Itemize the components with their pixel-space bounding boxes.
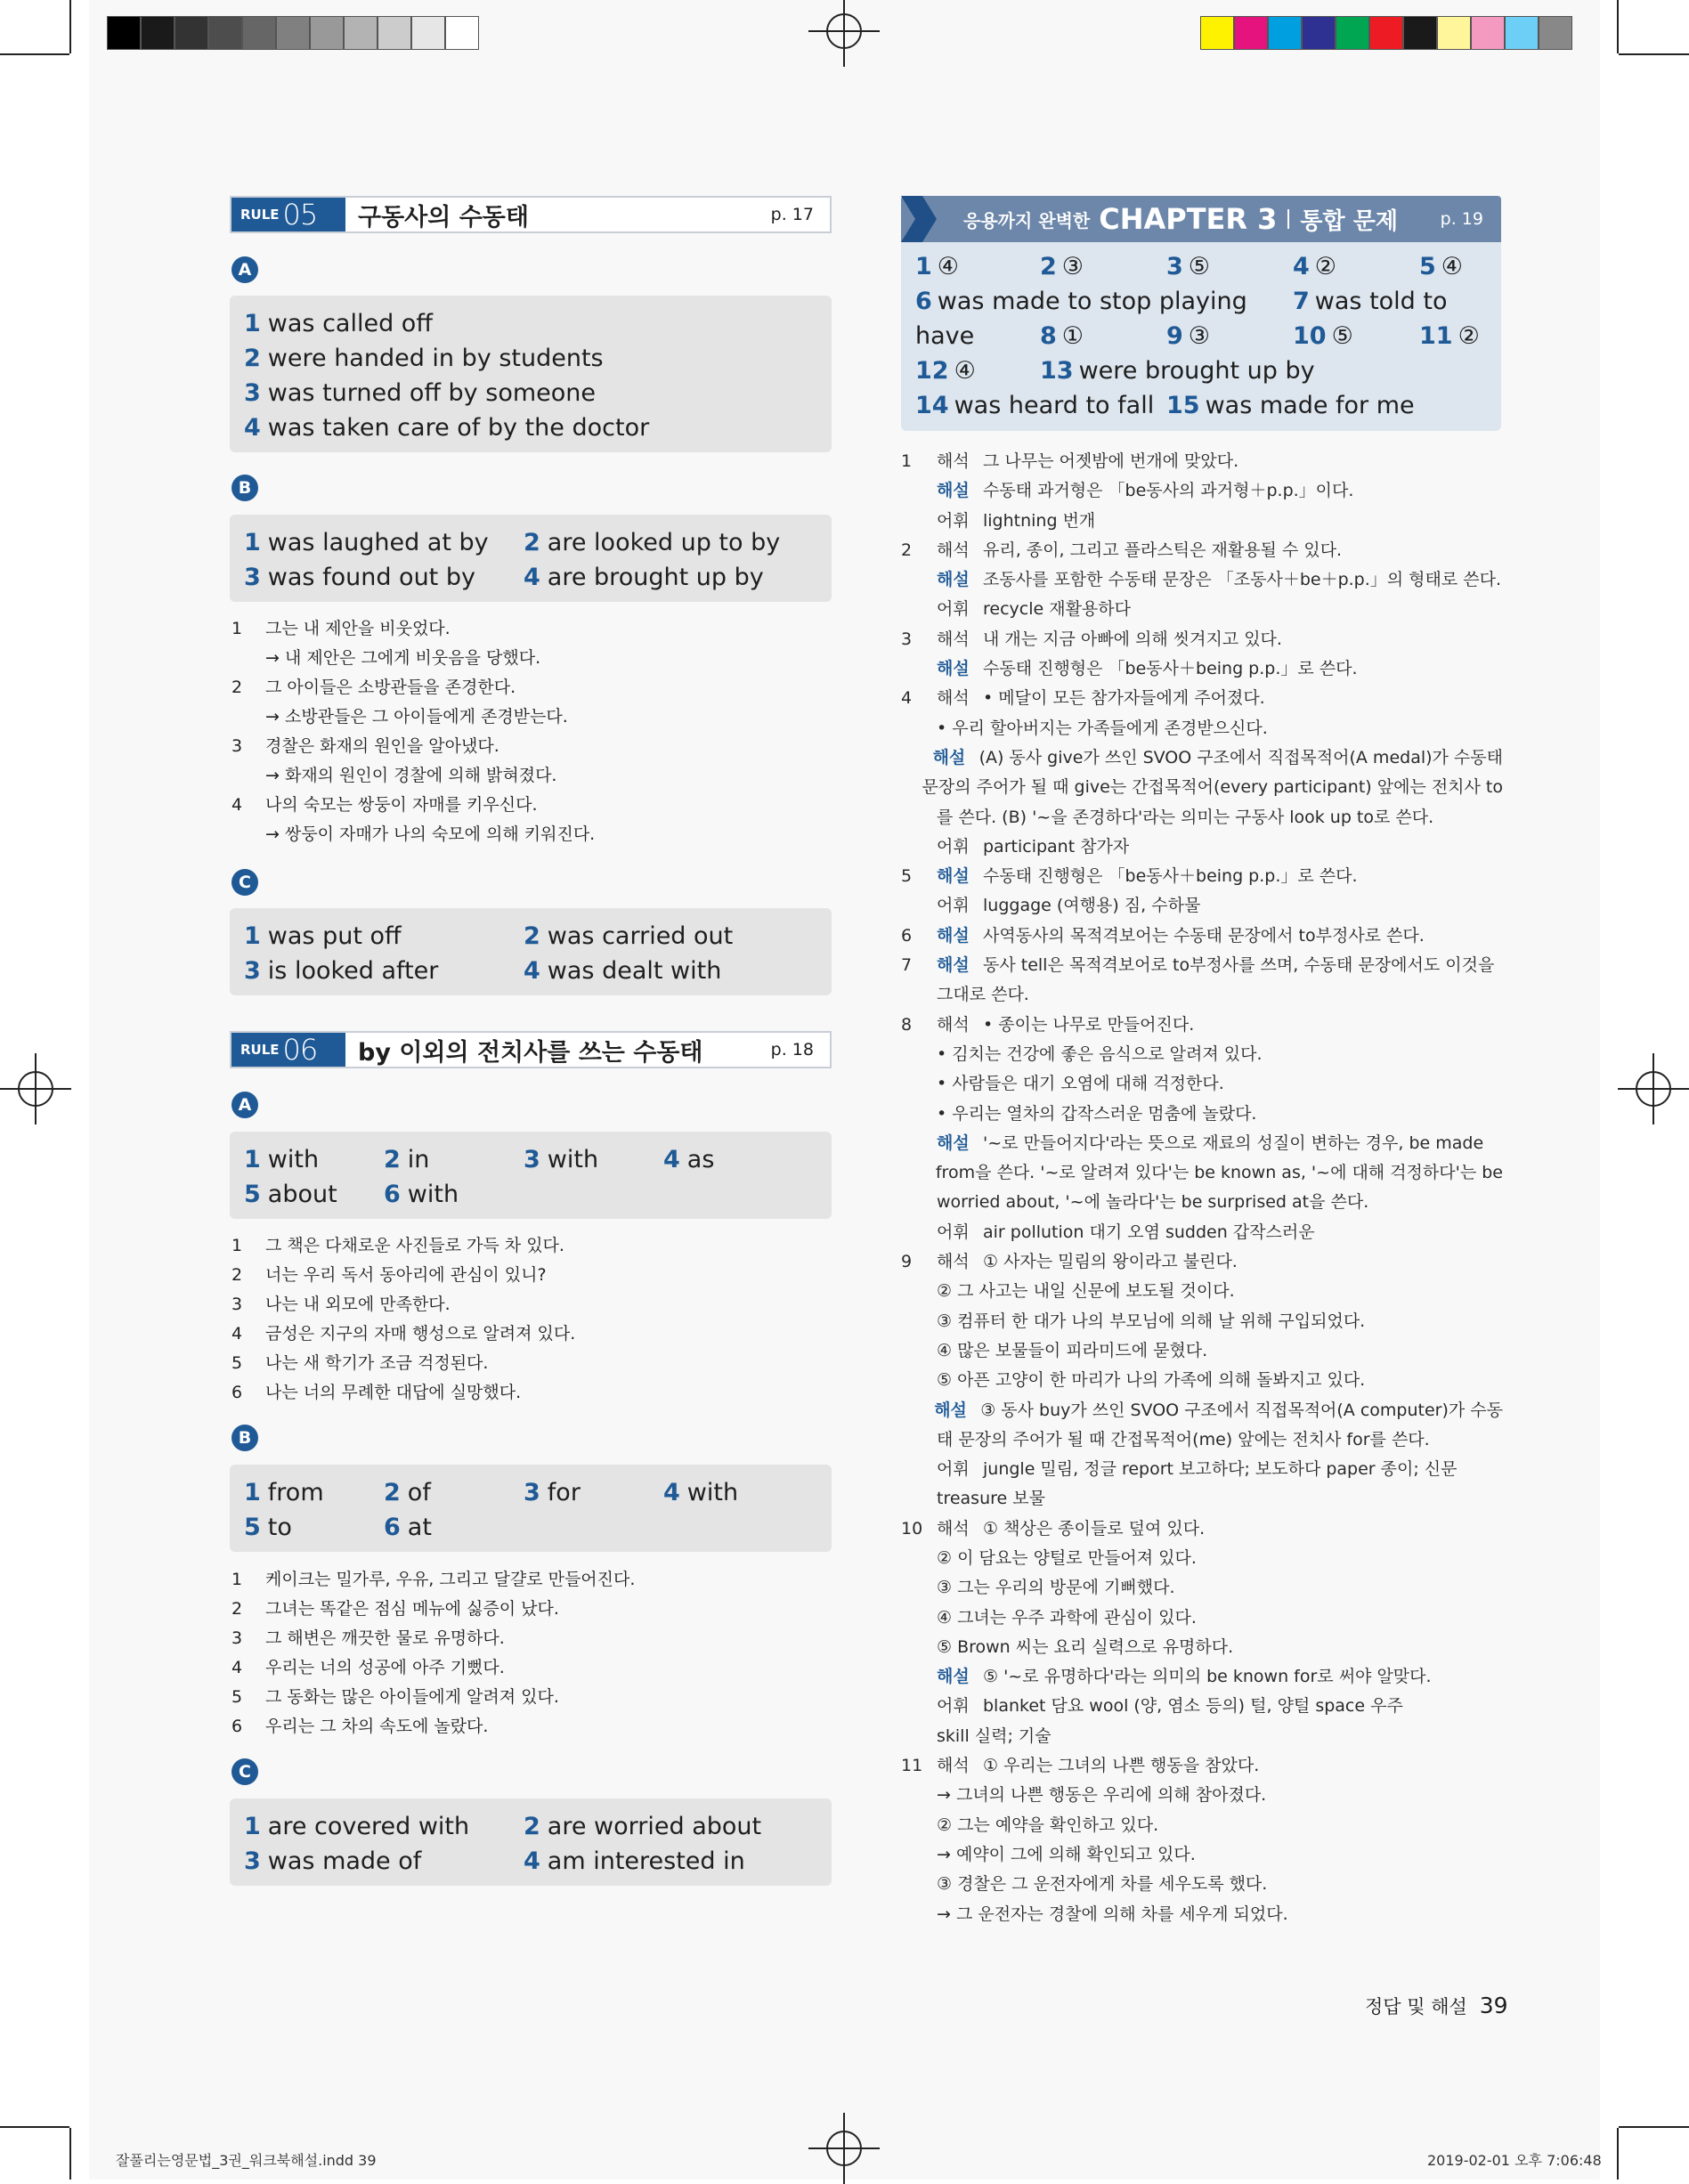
explanation-line (901, 1188, 1503, 1217)
explanation-line (901, 922, 1503, 951)
explanation-line (901, 891, 1503, 921)
explanation-text: 조동사를 포함한 수동태 문장은 「조동사＋be＋p.p.」의 형태로 쓴다. (983, 570, 1502, 590)
explanation-line (901, 1751, 1503, 1781)
explanation-text: recycle 재활용하다 (983, 599, 1131, 620)
explanation-text: 내 개는 지금 아빠에 의해 씻겨지고 있다. (983, 629, 1282, 649)
chapter-name: CHAPTER 3 (1099, 202, 1278, 236)
label-explanation: 해설 (937, 570, 970, 590)
explanation-text: '~로 만들어지다'라는 뜻으로 재료의 성질이 변하는 경우, be made (983, 1133, 1484, 1153)
section-b-badge: B (231, 475, 258, 501)
chevron-right-icon (901, 196, 937, 242)
explanation-text: ③ 그는 우리의 방문에 기뻐했다. (937, 1578, 1175, 1598)
explanation-text: ② 그는 예약을 확인하고 있다. (937, 1815, 1159, 1835)
explanation-text: 문장의 주어가 될 때 give는 간접목적어(every participant) 앞에는 전치사 to (922, 777, 1503, 798)
explanation-line (901, 1544, 1503, 1573)
item-number (901, 1781, 937, 1810)
item-number (901, 743, 933, 773)
item-number (901, 1277, 937, 1306)
explanation-line (901, 684, 1503, 713)
explanation-line (901, 536, 1503, 565)
explanation-line (901, 714, 1503, 743)
explanation-text: → 예약이 그에 의해 확인되고 있다. (937, 1844, 1196, 1864)
explanation-line (901, 1366, 1503, 1395)
explanation-text: 를 쓴다. (B) '~을 존경하다'라는 의미는 구동사 look up to로 쓴다. (937, 807, 1434, 827)
item-number (901, 773, 922, 802)
explanation-line (901, 1870, 1503, 1899)
item-number (901, 1396, 934, 1425)
rule06-a-translations: 1 그 책은 다채로운 사진들로 가득 차 있다. 2 너는 우리 독서 동아리에 관심이 있니? 3 나는 내 외모에 만족한다. 4 금성은 지구의 자매 행성으로 알려져 있다. 5 나는 새 학기가 조금 걱정된다. 6 나는 너의 무례한 대답에 실망했다. (231, 1236, 576, 1402)
explanation-line (901, 1158, 1503, 1188)
label-explanation: 해설 (937, 1133, 970, 1153)
item-number: 2 (901, 540, 913, 560)
explanation-line (901, 1514, 1503, 1544)
explanation-text: from을 쓴다. '~로 알려져 있다'는 be known as, '~에 대해 걱정하다'는 be (935, 1163, 1503, 1183)
crop-mark (1619, 2126, 1689, 2128)
rule06-b-answers: 1 from 2 of 3 for 4 with 5 to 6 at (230, 1465, 832, 1552)
explanation-line (901, 832, 1503, 862)
label-translation: 어휘 (937, 1696, 970, 1717)
item-number (901, 507, 937, 536)
item-number (901, 1870, 937, 1899)
item-number (901, 1100, 937, 1129)
item-number (901, 980, 937, 1010)
explanation-text: ② 이 담요는 양털로 만들어져 있다. (937, 1547, 1197, 1568)
explanation-text: 유리, 종이, 그리고 플라스틱은 재활용될 수 있다. (983, 540, 1343, 560)
explanation-text: ③ 컴퓨터 한 대가 나의 부모님에 의해 날 위해 구입되었다. (937, 1311, 1366, 1331)
explanation-text: 수동태 진행형은 「be동사＋being p.p.」로 쓴다. (983, 866, 1358, 887)
chapter-page-ref: p. 19 (1440, 209, 1483, 229)
explanation-text: ④ 많은 보물들이 피라미드에 묻혔다. (937, 1340, 1208, 1360)
explanation-line (901, 1722, 1503, 1751)
rule06-b-translations: 1 케이크는 밀가루, 우유, 그리고 달걀로 만들어진다. 2 그녀는 똑같은 점심 메뉴에 싫증이 났다. 3 그 해변은 깨끗한 물로 유명하다. 4 우리는 너의 성공에 아주 기뻤다. 5 그 동화는 많은 아이들에게 알려져 있다. 6 우리는 그 차의 속도에 놀랐다. (231, 1570, 636, 1736)
item-number (901, 654, 937, 684)
item-number (901, 803, 937, 832)
label-translation: 해석 (937, 451, 970, 471)
item-number: 6 (901, 925, 913, 946)
item-number (901, 1069, 937, 1099)
crop-mark (1619, 53, 1689, 55)
explanation-line (901, 1336, 1503, 1366)
label-translation: 해석 (937, 1518, 970, 1539)
rule06-title: by 이외의 전치사를 쓰는 수동태 (358, 1038, 703, 1067)
explanation-text: 수동태 진행형은 「be동사＋being p.p.」로 쓴다. (983, 659, 1358, 679)
item-number (901, 1425, 937, 1455)
explanation-text: • 김치는 건강에 좋은 음식으로 알려져 있다. (937, 1043, 1263, 1064)
explanation-text: 사역동사의 목적격보어는 수동태 문장에서 to부정사로 쓴다. (983, 925, 1425, 946)
item-number (901, 595, 937, 624)
explanation-list (901, 447, 1503, 1929)
chapter-answers: 1 ④ 2 ③ 3 ⑤ 4 ② 5 ④ 6 was made to stop playing 7 was told to have 8 ① 9 ③ 10 ⑤ 11 ② 12 ④ 13 were brought up by 14 was heard to fall 15 was made for me (901, 242, 1501, 431)
explanation-line (901, 595, 1503, 624)
explanation-text: worried about, '~에 놀라다'는 be surprised at을 쓴다. (937, 1192, 1369, 1213)
item-number (901, 1633, 937, 1662)
explanation-line (901, 1129, 1503, 1158)
label-explanation: 해설 (937, 955, 970, 976)
label-explanation: 해설 (937, 481, 970, 501)
item-number (901, 1544, 937, 1573)
item-number (901, 476, 937, 506)
label-translation: 해석 (937, 1756, 970, 1776)
crop-mark (1617, 2128, 1619, 2180)
label-explanation: 해설 (934, 1400, 967, 1420)
explanation-text: jungle 밀림, 정글 report 보고하다; 보도하다 paper 종이; 신문 (983, 1459, 1458, 1480)
item-number (901, 1307, 937, 1336)
item-number (901, 1692, 937, 1721)
explanation-text: ③ 동사 buy가 쓰인 SVOO 구조에서 직접목적어(A computer)가 수동 (980, 1400, 1503, 1420)
item-number: 11 (901, 1756, 923, 1776)
explanation-text: → 그녀의 나쁜 행동은 우리에 의해 참아졌다. (937, 1785, 1267, 1806)
item-number (901, 1722, 937, 1751)
slug-filename: 잘풀리는영문법_3권_워크북해설.indd 39 (116, 2152, 377, 2169)
explanation-line (901, 625, 1503, 654)
explanation-line (901, 447, 1503, 476)
explanation-line (901, 1900, 1503, 1929)
label-translation: 어휘 (937, 510, 970, 531)
item-number (901, 1840, 937, 1870)
crop-mark (0, 2126, 69, 2128)
explanation-line (901, 1425, 1503, 1455)
rule05-b-answers: 1 was laughed at by 2 are looked up to by 3 was found out by 4 are brought up by (230, 515, 832, 602)
explanation-line (901, 1692, 1503, 1721)
item-number: 1 (901, 451, 913, 471)
rule05-c-answers: 1 was put off 2 was carried out 3 is looked after 4 was dealt with (230, 908, 832, 995)
item-number (901, 1188, 937, 1217)
explanation-text: 그대로 쓴다. (937, 985, 1029, 1005)
explanation-text: 그 나무는 어젯밤에 번개에 맞았다. (983, 451, 1239, 471)
item-number (901, 1811, 937, 1840)
explanation-text: 수동태 과거형은 「be동사의 과거형＋p.p.」이다. (983, 481, 1354, 501)
explanation-text: 태 문장의 주어가 될 때 간접목적어(me) 앞에는 전치사 for를 쓴다. (937, 1429, 1430, 1449)
item-number (901, 1336, 937, 1366)
item-number (901, 832, 937, 862)
rule05-tag: RULE 05 (231, 198, 345, 231)
crop-mark (0, 53, 69, 55)
slug-date: 2019-02-01 오후 7:06:48 (1427, 2152, 1602, 2169)
explanation-text: • 종이는 나무로 만들어진다. (983, 1014, 1195, 1035)
explanation-text: skill 실력; 기술 (937, 1725, 1052, 1746)
chapter-header (901, 196, 1501, 242)
explanation-text: ④ 그녀는 우주 과학에 관심이 있다. (937, 1607, 1197, 1628)
label-explanation: 해설 (932, 747, 966, 767)
explanation-text: (A) 동사 give가 쓰인 SVOO 구조에서 직접목적어(A medal)가 수동태 (978, 747, 1503, 767)
item-number (901, 1603, 937, 1633)
item-number: 7 (901, 955, 913, 976)
explanation-text: participant 참가자 (983, 836, 1130, 857)
explanation-text: luggage (여행용) 짐, 수하물 (983, 896, 1201, 916)
explanation-line (901, 1573, 1503, 1603)
explanation-text: treasure 보물 (937, 1489, 1045, 1509)
explanation-text: ① 사자는 밀림의 왕이라고 불린다. (983, 1252, 1238, 1272)
item-number (901, 1218, 937, 1247)
explanation-line (901, 1307, 1503, 1336)
explanation-line (901, 1218, 1503, 1247)
explanation-line (901, 1277, 1503, 1306)
item-number (901, 1040, 937, 1069)
explanation-line (901, 1484, 1503, 1514)
rule05-b-translations: 1 그는 내 제안을 비웃었다. → 내 제안은 그에게 비웃음을 당했다. 2 그 아이들은 소방관들을 존경한다. → 소방관들은 그 아이들에게 존경받는다. 3 경찰은 화재의 원인을 알아냈다. → 화재의 원인이 경찰에 의해 밝혀졌다. 4 나의 숙모는 쌍둥이 자매를 키우신다. → 쌍둥이 자매가 나의 숙모에 의해 키워진다. (231, 619, 596, 844)
item-number: 3 (901, 629, 913, 649)
rule06-header (230, 1031, 832, 1068)
explanation-text: • 사람들은 대기 오염에 대해 걱정한다. (937, 1074, 1224, 1094)
section-c-badge: C (231, 1758, 258, 1785)
item-number (901, 565, 937, 595)
explanation-line (901, 1840, 1503, 1870)
explanation-text: • 우리 할아버지는 가족들에게 존경받으신다. (937, 718, 1268, 738)
crop-mark (1617, 0, 1619, 53)
explanation-text: ⑤ Brown 씨는 요리 실력으로 유명하다. (937, 1636, 1234, 1657)
explanation-text: 동사 tell은 목적격보어로 to부정사를 쓰며, 수동태 문장에서도 이것을 (983, 955, 1495, 976)
label-explanation: 해설 (937, 659, 970, 679)
item-number (901, 714, 937, 743)
explanation-text: ⑤ 아픈 고양이 한 마리가 나의 가족에 의해 돌봐지고 있다. (937, 1370, 1366, 1391)
registration-mark (808, 2113, 880, 2184)
rule06-c-answers: 1 are covered with 2 are worried about 3 was made of 4 am interested in (230, 1798, 832, 1886)
explanation-line (901, 1100, 1503, 1129)
item-number: 8 (901, 1014, 913, 1035)
item-number: 9 (901, 1252, 913, 1272)
label-translation: 어휘 (937, 1459, 970, 1480)
section-a-badge: A (231, 256, 258, 283)
label-translation: 해석 (937, 629, 970, 649)
label-explanation: 해설 (937, 925, 970, 946)
label-explanation: 해설 (937, 866, 970, 887)
section-b-badge: B (231, 1425, 258, 1451)
section-a-badge: A (231, 1092, 258, 1118)
label-translation: 해석 (937, 1014, 970, 1035)
crop-mark (69, 2128, 71, 2180)
explanation-text: ⑤ '~로 유명하다'라는 의미의 be known for로 써야 알맞다. (983, 1667, 1432, 1687)
explanation-line (901, 862, 1503, 891)
explanation-line (901, 1811, 1503, 1840)
chapter-prefix: 응용까지 완벽한 (963, 209, 1091, 231)
explanation-line (901, 773, 1503, 802)
explanation-text: blanket 담요 wool (양, 염소 등의) 털, 양털 space 우주 (983, 1696, 1403, 1717)
explanation-line (901, 507, 1503, 536)
label-translation: 해석 (937, 688, 970, 709)
rule05-a-answers: 1 was called off 2 were handed in by students 3 was turned off by someone 4 was taken care of by the doctor (230, 296, 832, 452)
explanation-line (901, 1069, 1503, 1099)
item-number (901, 1900, 937, 1929)
item-number (901, 1158, 936, 1188)
explanation-line (901, 1396, 1503, 1425)
explanation-text: • 우리는 열차의 갑작스러운 멈춤에 놀랐다. (937, 1103, 1257, 1124)
item-number (901, 1455, 937, 1484)
explanation-text: → 그 운전자는 경찰에 의해 차를 세우게 되었다. (937, 1904, 1288, 1924)
label-translation: 해석 (937, 540, 970, 560)
item-number (901, 1573, 937, 1603)
explanation-text: air pollution 대기 오염 sudden 갑작스러운 (983, 1222, 1315, 1242)
explanation-line (901, 1247, 1503, 1277)
explanation-text: ① 책상은 종이들로 덮여 있다. (983, 1518, 1206, 1539)
label-translation: 어휘 (937, 1222, 970, 1242)
divider (1287, 209, 1289, 229)
explanation-line (901, 1603, 1503, 1633)
item-number (901, 1484, 937, 1514)
explanation-text: ① 우리는 그녀의 나쁜 행동을 참았다. (983, 1756, 1260, 1776)
rule05-title: 구동사의 수동태 (358, 203, 529, 231)
explanation-text: ② 그 사고는 내일 신문에 보도될 것이다. (937, 1281, 1235, 1302)
label-translation: 어휘 (937, 599, 970, 620)
explanation-line (901, 1040, 1503, 1069)
page-footer: 정답 및 해설 39 (1365, 1993, 1508, 2018)
color-bar (1200, 16, 1572, 50)
registration-mark (1618, 1053, 1689, 1124)
grayscale-bar (107, 16, 479, 50)
item-number (901, 1366, 937, 1395)
explanation-text: • 메달이 모든 참가자들에게 주어졌다. (983, 688, 1265, 709)
chapter-title: 통합 문제 (1300, 207, 1398, 235)
explanation-line (901, 1633, 1503, 1662)
label-translation: 어휘 (937, 836, 970, 857)
label-translation: 해석 (937, 1252, 970, 1272)
explanation-line (901, 803, 1503, 832)
registration-mark (0, 1053, 71, 1124)
section-c-badge: C (231, 869, 258, 896)
explanation-line (901, 476, 1503, 506)
item-number (901, 891, 937, 921)
rule06-a-answers: 1 with 2 in 3 with 4 as 5 about 6 with (230, 1132, 832, 1219)
explanation-line (901, 1662, 1503, 1692)
item-number: 5 (901, 866, 913, 887)
explanation-text: ③ 경찰은 그 운전자에게 차를 세우도록 했다. (937, 1874, 1268, 1895)
registration-mark (808, 0, 880, 67)
rule05-header (230, 196, 832, 233)
explanation-line (901, 743, 1503, 773)
explanation-line (901, 654, 1503, 684)
crop-mark (69, 0, 71, 53)
explanation-line (901, 1781, 1503, 1810)
item-number: 4 (901, 688, 913, 709)
explanation-line (901, 565, 1503, 595)
label-explanation: 해설 (937, 1667, 970, 1687)
explanation-line (901, 1011, 1503, 1040)
label-translation: 어휘 (937, 896, 970, 916)
explanation-text: lightning 번개 (983, 510, 1096, 531)
explanation-line (901, 980, 1503, 1010)
item-number: 10 (901, 1518, 923, 1539)
item-number (901, 1662, 937, 1692)
rule06-tag: RULE 06 (231, 1033, 345, 1067)
item-number (901, 1129, 937, 1158)
rule05-page-ref: p. 17 (770, 205, 814, 224)
explanation-line (901, 951, 1503, 980)
rule06-page-ref: p. 18 (770, 1040, 814, 1060)
explanation-line (901, 1455, 1503, 1484)
